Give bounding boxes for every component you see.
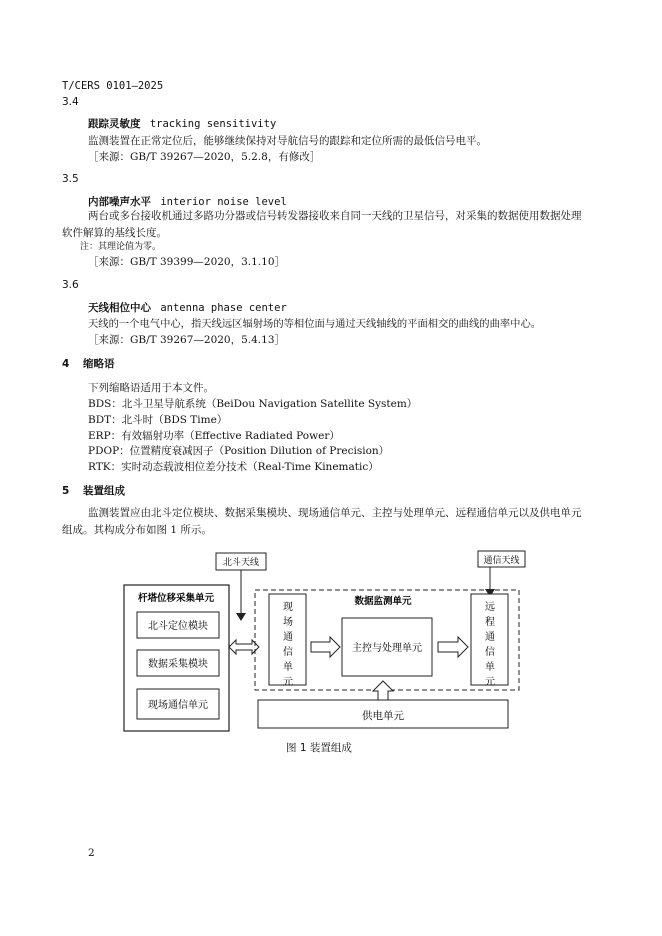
vertical-char: 单: [485, 662, 495, 673]
term-definition: 两台或多台接收机通过多路功分器或信号转发器接收来自同一天线的卫星信号，对采集的数据使用数据处理软件解算的基线长度。: [62, 210, 582, 239]
monitor-unit-label: 数据监测单元: [354, 596, 412, 607]
term-en: interior noise level: [160, 196, 287, 208]
section-title: 装置组成: [82, 485, 125, 497]
page-number: 2: [88, 847, 95, 859]
vertical-char: 元: [283, 677, 293, 688]
tower-unit-label: 杆塔位移采集单元: [137, 593, 215, 604]
vertical-char: 现: [283, 602, 293, 613]
doc-id: T/CERS 0101—2025: [62, 80, 164, 92]
term-source: ［来源：GB/T 39399—2020，3.1.10］: [88, 256, 286, 268]
arrow-power-up: [373, 681, 393, 700]
vertical-char: 通: [485, 632, 495, 643]
vertical-char: 通: [283, 632, 293, 643]
section-title: 缩略语: [82, 358, 115, 370]
term-definition: 天线的一个电气中心，指天线远区辐射场的等相位面与通过天线轴线的平面相交的曲线的曲率中心。: [88, 318, 542, 330]
section-paragraph: 监测装置应由北斗定位模块、数据采集模块、现场通信单元、主控与处理单元、远程通信单元以及供电单元组成。其构成分布如图 1 所示。: [62, 507, 582, 536]
term-cn: 内部噪声水平: [88, 196, 151, 208]
vertical-char: 远: [485, 602, 495, 613]
abbr-intro: 下列缩略语适用于本文件。: [88, 382, 214, 394]
abbr-item: PDOP：位置精度衰减因子（Position Dilution of Precision）: [88, 445, 390, 457]
vertical-char: 元: [485, 677, 495, 688]
beidou-module-label: 北斗定位模块: [148, 621, 208, 632]
abbr-item: BDS：北斗卫星导航系统（BeiDou Navigation Satellite System）: [88, 398, 418, 410]
term-note: 注：其理论值为零。: [80, 242, 162, 252]
abbr-item: BDT：北斗时（BDS Time）: [88, 414, 228, 426]
term-cn: 跟踪灵敏度: [88, 118, 141, 130]
term-source: ［来源：GB/T 39267—2020，5.2.8，有修改］: [88, 151, 321, 163]
beidou-antenna-label: 北斗天线: [222, 558, 260, 568]
clause-number: 3.4: [62, 96, 79, 108]
term-en: tracking sensitivity: [149, 118, 277, 130]
power-unit-label: 供电单元: [362, 710, 404, 722]
term-cn: 天线相位中心: [88, 302, 151, 314]
abbr-item: ERP：有效辐射功率（Effective Radiated Power）: [88, 430, 340, 442]
vertical-char: 场: [283, 617, 293, 628]
vertical-char: 单: [283, 662, 293, 673]
term-definition: 监测装置在正常定位后，能够继续保持对导航信号的跟踪和定位所需的最低信号电平。: [88, 135, 487, 147]
term-en: antenna phase center: [160, 302, 287, 314]
section-number: 4: [62, 358, 70, 370]
vertical-char: 程: [485, 617, 495, 628]
abbr-item: RTK：实时动态载波相位差分技术（Real-Time Kinematic）: [88, 461, 379, 473]
data-module-label: 数据采集模块: [148, 659, 208, 670]
beidou-antenna-arrowhead: [236, 613, 246, 621]
vertical-char: 信: [283, 647, 293, 658]
comm-antenna-label: 通信天线: [483, 556, 520, 566]
main-control-label: 主控与处理单元: [352, 643, 422, 654]
field-comm-unit-label: 现场通信单元: [148, 700, 208, 711]
section-number: 5: [62, 485, 70, 497]
clause-number: 3.5: [62, 173, 79, 185]
clause-number: 3.6: [62, 279, 79, 291]
vertical-char: 信: [485, 647, 495, 658]
arrow-main-to-remote: [438, 637, 468, 657]
term-source: ［来源：GB/T 39267—2020，5.4.13］: [88, 334, 286, 346]
figure-caption: 图 1 装置组成: [286, 742, 352, 754]
arrow-field-to-main: [311, 637, 340, 657]
